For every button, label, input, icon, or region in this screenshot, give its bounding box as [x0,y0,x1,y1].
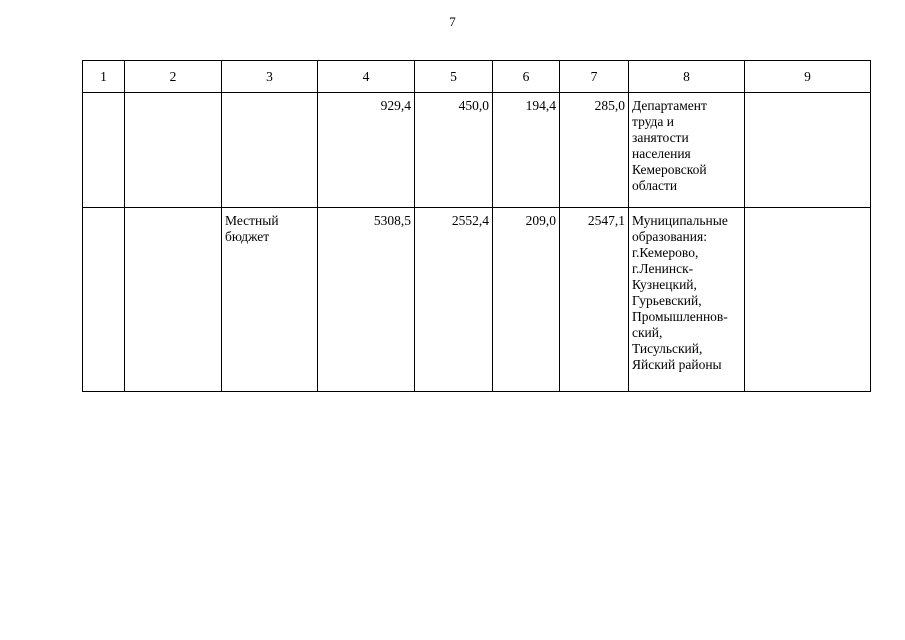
cell-col4: 5308,5 [318,208,415,392]
cell-col5: 2552,4 [415,208,493,392]
table-row [83,93,871,208]
cell-text-line: Кузнецкий, [632,277,697,292]
column-header-3: 3 [222,61,318,93]
cell-text-line: населения [632,146,691,161]
page-number: 7 [449,14,456,29]
cell-text-line: Промышленнов- [632,309,728,324]
cell-col7: 285,0 [560,93,629,208]
cell-col6: 194,4 [493,93,560,208]
cell-col4: 929,4 [318,93,415,208]
column-header-4: 4 [318,61,415,93]
cell-text-line: Департамент [632,98,707,113]
table-row [83,208,871,392]
cell-text-line: ский, [632,325,663,340]
column-header-6: 6 [493,61,560,93]
cell-text-line: Гурьевский, [632,293,702,308]
cell-col7: 2547,1 [560,208,629,392]
header-row [83,61,871,93]
cell-text-line: образования: [632,229,707,244]
cell-text-line: Тисульский, [632,341,703,356]
cell-text-line: Муниципальные [632,213,728,228]
column-header-5: 5 [415,61,493,93]
cell-text-line: области [632,178,678,193]
cell-text-line: Кемеровской [632,162,707,177]
cell-col6: 209,0 [493,208,560,392]
cell-col1 [83,93,125,208]
cell-col9 [745,208,871,392]
column-header-7: 7 [560,61,629,93]
cell-text-line: занятости [632,130,689,145]
cell-col2 [125,93,222,208]
column-header-1: 1 [83,61,125,93]
cell-text-line: труда и [632,114,674,129]
column-header-9: 9 [745,61,871,93]
cell-col3 [222,93,318,208]
cell-col8 [629,208,745,392]
cell-text-line: Яйский районы [632,357,722,372]
column-header-2: 2 [125,61,222,93]
cell-col3 [222,208,318,392]
cell-text-line: Местный [225,213,279,228]
cell-col9 [745,93,871,208]
column-header-8: 8 [629,61,745,93]
budget-table [82,60,871,392]
cell-text-line: г.Ленинск- [632,261,694,276]
cell-col8 [629,93,745,208]
cell-text-line: г.Кемерово, [632,245,699,260]
cell-col1 [83,208,125,392]
cell-text-line: бюджет [225,229,270,244]
cell-col2 [125,208,222,392]
cell-col5: 450,0 [415,93,493,208]
